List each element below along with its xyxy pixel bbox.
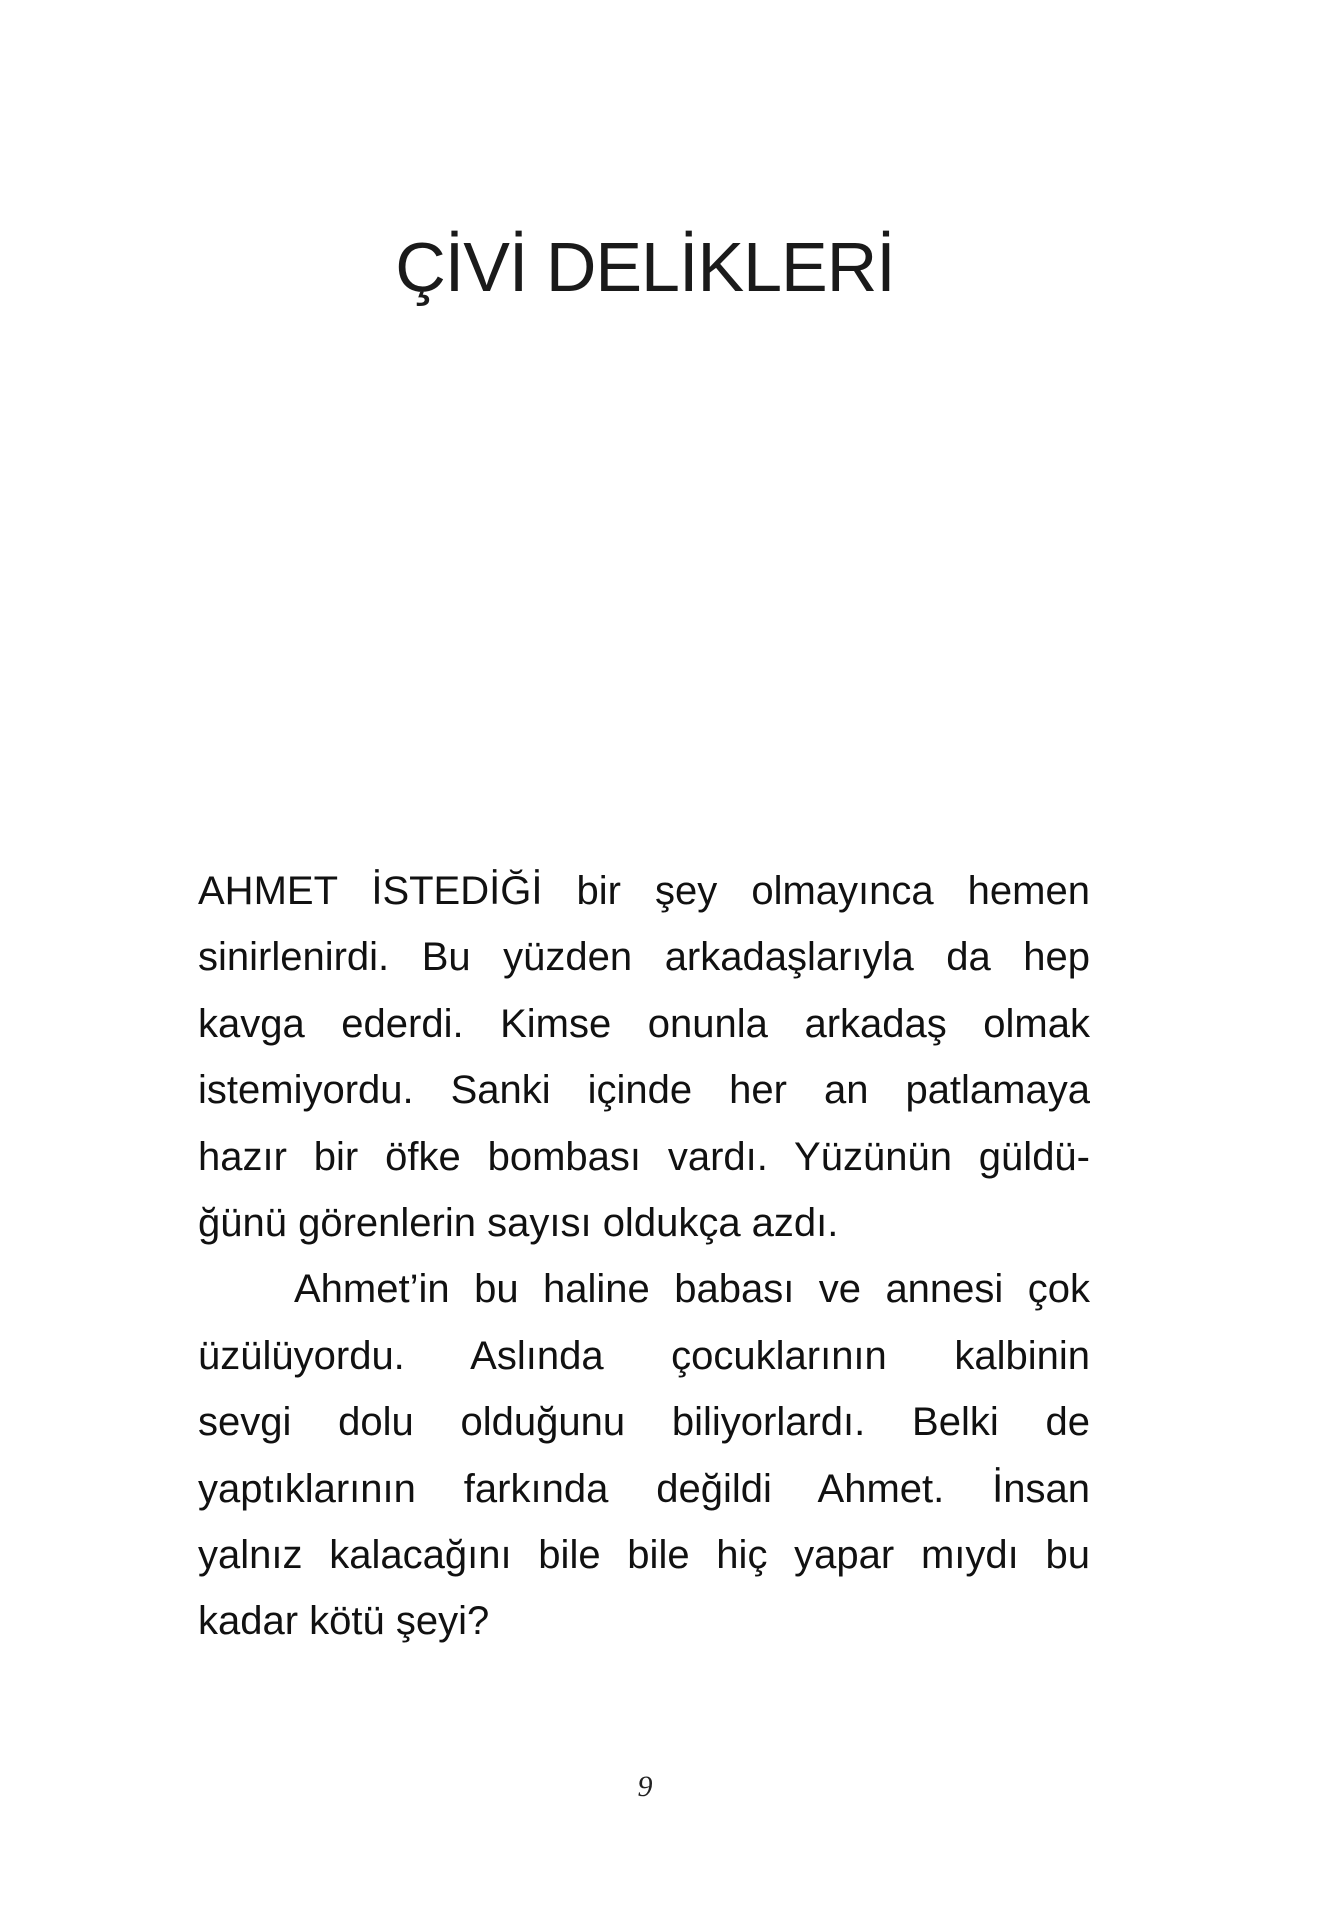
text-line: Ahmet’in bu haline babası ve annesi çok xyxy=(294,1267,1090,1312)
paragraph-1 xyxy=(198,858,1090,1256)
text-line: sinirlenirdi. Bu yüzden arkadaşlarıyla da hep xyxy=(198,935,1090,980)
paragraph-2 xyxy=(198,1256,1090,1654)
page-number: 9 xyxy=(637,1770,653,1803)
text-line: AHMET İSTEDİĞİ bir şey olmayınca hemen xyxy=(198,869,1090,913)
text-line: kavga ederdi. Kimse onunla arkadaş olmak xyxy=(198,1001,1090,1046)
text-line: yalnız kalacağını bile bile hiç yapar mıydı bu xyxy=(198,1533,1090,1578)
text-line: hazır bir öfke bombası vardı. Yüzünün güldü- xyxy=(198,1134,1090,1179)
text-line: istemiyordu. Sanki içinde her an patlamaya xyxy=(198,1068,1090,1113)
chapter-title: ÇİVİ DELİKLERİ xyxy=(395,228,895,306)
text-line: ğünü görenlerin sayısı oldukça azdı. xyxy=(198,1201,839,1246)
text-line: üzülüyordu. Aslında çocuklarının kalbinin xyxy=(198,1333,1090,1378)
text-line: sevgi dolu olduğunu biliyorlardı. Belki de xyxy=(198,1400,1090,1445)
text-line: yaptıklarının farkında değildi Ahmet. İnsan xyxy=(198,1466,1090,1511)
text-line: kadar kötü şeyi? xyxy=(198,1599,490,1644)
chapter-body xyxy=(198,858,1090,1655)
